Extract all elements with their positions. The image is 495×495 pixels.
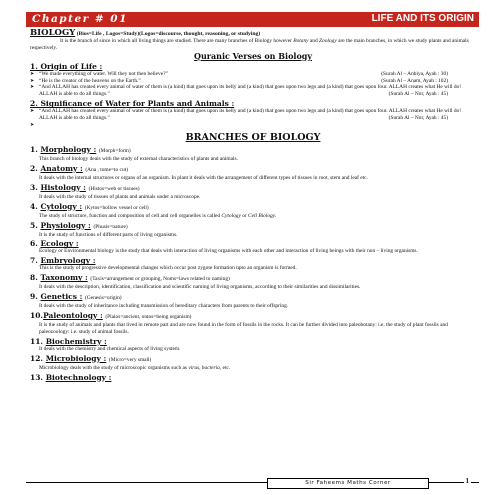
branch-1-desc: This branch of biology deals with the study of external characteristics of plants and animals. [39, 155, 238, 162]
chapter-number: Chapter # 01 [32, 13, 128, 25]
branch-7-desc: This is the study of progressive developmental changes which occur post zygote formation upto an organism is formed. [39, 265, 297, 272]
verse-4-ref: (Surah Al – Nur, Ayah : 45) [388, 115, 448, 122]
branch-name: Morphology : [40, 144, 97, 154]
branch-10-desc: It is the study of animals and plants that lived in remote part and are now found in the form of fossils in the rocks. It can be further divided into paleobotany: i.e. the study of plant fossils and paleozoology: i.e. study of animal fossils. [39, 322, 448, 335]
branch-1 [30, 145, 476, 156]
origin-of-life-title: 1. Origin of Life : [30, 61, 103, 71]
branch-number: 2. [30, 163, 38, 173]
branch-name: Biochemistry : [45, 336, 107, 346]
branch-number: 4. [30, 201, 38, 211]
branch-9 [30, 292, 476, 303]
water-significance-title: 2. Significance of Water for Plants and Animals : [30, 99, 235, 109]
arrow-bullet-icon: ➤ [30, 108, 35, 115]
verse-1-ref: (Surah Al – Anbiya, Ayah : 30) [381, 70, 448, 77]
branch-7 [30, 256, 476, 265]
verse-2-ref: (Surah Al – Anam, Ayah : 102) [381, 77, 448, 84]
branch-name: Cytology : [40, 201, 83, 211]
cytology-text: The study of structure, function and composition of cell and cell organelles is called [39, 212, 222, 219]
page-number: 1 [465, 477, 469, 485]
cell-biology-term: Cell Biology. [248, 212, 277, 219]
branch-number: 11. [30, 336, 44, 346]
water-significance-heading [30, 99, 476, 108]
branch-name: Paleontology : [43, 311, 103, 321]
branch-8 [30, 273, 476, 284]
branch-name: Microbiology : [45, 353, 107, 363]
intro-text: It is the branch of since in which all living things are studied. There are many branches of Biology however [60, 37, 294, 44]
page-content [30, 30, 476, 382]
origin-of-life-heading [30, 62, 476, 71]
arrow-bullet-icon: ➤ [30, 70, 35, 77]
branch-number: 9. [30, 292, 38, 302]
intro-rest: are the main branches, in which we study plants and animals respectively. [30, 37, 469, 51]
branch-name: Embryology : [40, 256, 96, 266]
branch-number: 10. [30, 311, 44, 321]
branch-etymology: (Genesis=origin) [84, 295, 122, 302]
branch-name: Biotechnology : [45, 372, 112, 382]
branch-etymology: (Morph=form) [98, 147, 131, 154]
biology-intro [30, 38, 476, 52]
branch-number: 8. [30, 273, 38, 283]
verse-3-text: “And ALLAH has created every animal of water of them is (a kind) that goes upon its belly and (a kind) that goes upon two legs and (a kind) that goes upon four. ALLAH creates what He will do! ALLAH is able to do all things.” [39, 84, 462, 98]
branch-etymology: (Taxis=arrangement or grouping, Noms=laws related to naming) [90, 276, 230, 283]
verse-2-text: “He is the creator of the heavens on the Earth.” [39, 77, 141, 84]
verse-3 [30, 84, 476, 98]
micro-text: Microbiology deals with the study of microscopic organisms such as [39, 364, 189, 371]
verse-4 [30, 108, 476, 122]
verse-1-text: “We made everything of water. Will they not then believe?” [39, 70, 168, 77]
micro-etc: etc. [221, 364, 231, 371]
branch-number: 3. [30, 182, 38, 192]
intro-and: and [308, 37, 320, 44]
branch-4 [30, 202, 476, 213]
biology-etymology: (Bios=Life , Logos=Study)(Logos=discourse, thought, reasoning, or studying) [76, 31, 261, 37]
page-footer [26, 478, 479, 488]
branch-etymology: (Plaios=ancient, ontos=being organism) [105, 314, 192, 321]
branch-10 [30, 311, 476, 322]
branch-3 [30, 183, 476, 194]
branch-13 [30, 373, 476, 382]
branch-5-desc: It is the study of functions of different parts of living organisms. [39, 231, 178, 238]
branch-12-desc [30, 365, 476, 372]
branch-name: Ecology : [40, 239, 79, 249]
biology-title: BIOLOGY [30, 28, 76, 38]
biology-heading-line [30, 30, 476, 38]
branch-number: 7. [30, 256, 38, 266]
empty-bullet [30, 122, 476, 129]
chapter-title: LIFE AND ITS ORIGIN [371, 13, 474, 24]
branch-11-desc: It deals with the chemistry and chemical aspects of living system. [39, 345, 181, 352]
branch-number: 13. [30, 372, 44, 382]
arrow-bullet-icon: ➤ [30, 122, 35, 129]
branch-etymology: (Micro=very small) [108, 356, 152, 363]
micro-examples: virus, bacteria, [188, 364, 222, 371]
arrow-bullet-icon: ➤ [30, 84, 35, 91]
footer-credit: Sir Faheems Maths Corner [267, 478, 429, 489]
branch-2-desc: It deals with the internal structures or organs of an organism. In plant it deals with the arrangement of different types of tissues in root, stem and leaf etc. [39, 174, 368, 181]
branch-number: 12. [30, 353, 44, 363]
verse-4-text: “And ALLAH has created every animal of water of them is (a kind) that goes upon its belly and (a kind) that goes upon two legs and (a kind) that goes upon four. ALLAH creates what He will do! ALLAH is able to do all things.” [39, 108, 462, 122]
quranic-heading: Quranic Verses on Biology [193, 50, 313, 61]
cytology-term: Cytology [221, 212, 241, 219]
branch-etymology: (Phusis=nature) [93, 223, 128, 230]
branch-12 [30, 354, 476, 365]
branch-8-desc: It deals with the description, identification, classification and scientific naming of living organisms, according to their similarities and dissimilarities. [39, 284, 361, 291]
intro-botany: Botany [293, 37, 309, 44]
branch-11 [30, 337, 476, 346]
branch-name: Histology : [40, 182, 86, 192]
branch-9-desc: It deals with the study of inheritance including transmission of hereditary characters from parents to their offspring. [39, 303, 289, 310]
branch-2 [30, 164, 476, 175]
verse-1 [30, 71, 476, 78]
branch-etymology: (Ana , tome=to cut) [85, 166, 128, 173]
arrow-bullet-icon: ➤ [30, 77, 35, 84]
verse-3-ref: (Surah Al – Nur, Ayah : 45) [388, 91, 448, 98]
intro-zoology: Zoology [319, 37, 337, 44]
branch-5 [30, 221, 476, 232]
branch-6-desc: Ecology or Environmental biology is the study that deals with interaction of living organisms with each other and interaction of living beings with their non – living organisms. [39, 248, 418, 255]
branches-heading: BRANCHES OF BIOLOGY [185, 131, 321, 143]
branch-etymology: (Histos=web or tissues) [88, 185, 140, 192]
branch-3-desc: It deals with the study of tissues of plants and animals under a microscope. [39, 193, 201, 200]
branch-name: Anatomy : [40, 163, 83, 173]
cytology-or: or [240, 212, 249, 219]
branch-etymology: (Kytos=hollow vessel or cell) [84, 204, 149, 211]
branch-number: 5. [30, 220, 38, 230]
branch-number: 6. [30, 239, 38, 249]
branch-name: Taxonomy : [40, 273, 88, 283]
chapter-banner [26, 12, 479, 27]
branch-number: 1. [30, 144, 38, 154]
branch-name: Physiology : [40, 220, 91, 230]
branch-name: Genetics : [40, 292, 83, 302]
branch-4-desc [30, 213, 476, 220]
